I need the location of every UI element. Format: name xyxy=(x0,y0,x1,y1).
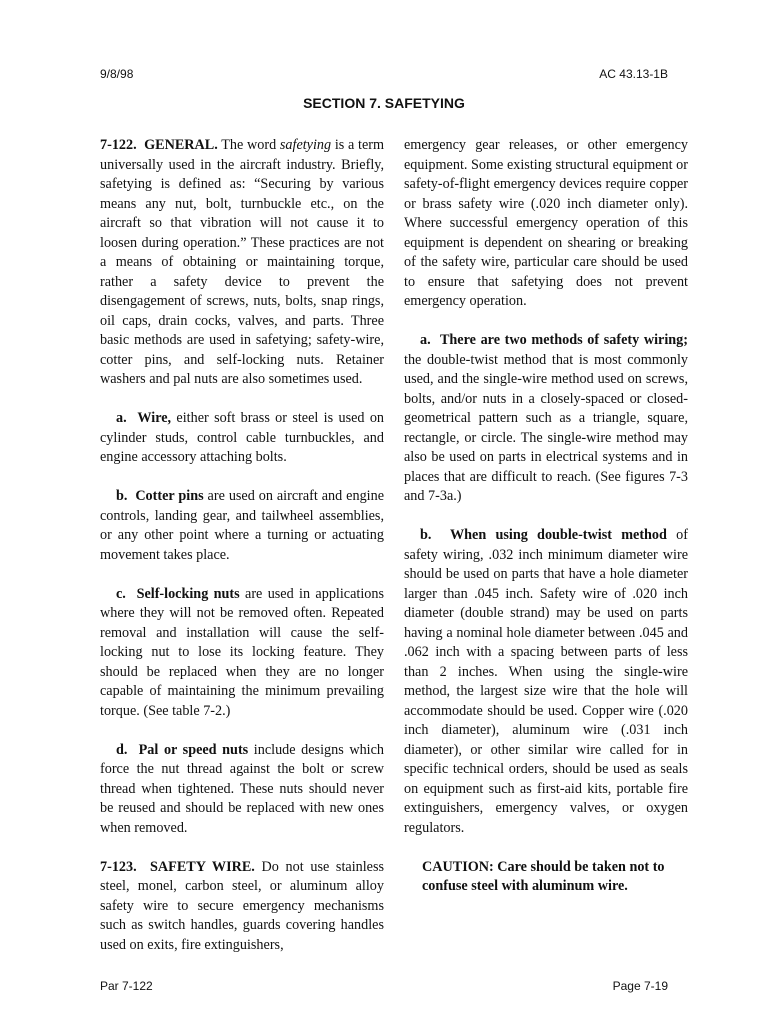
paragraph-7-123b xyxy=(404,526,688,838)
paragraph-7-123a xyxy=(404,331,688,507)
footer-paragraph-ref: Par 7-122 xyxy=(100,979,153,993)
subparagraph-text: of safety wiring, .032 inch minimum diameter wire should be used on parts that have a hole diameter larger than .045 inch. Safety wire of .020 inch diameter (double strand) may be used on parts having a nominal hole diameter between .045 and .062 inch with a spacing between parts of less than 2 inches. When using the single-wire method, the largest size wire that the hole will accommodate should be used. Copper wire (.020 inch diameter), aluminum wire (.031 inch diameter), or other similar wire called for in specific technical orders, should be used as seals on equipment such as first-aid kits, portable fire extinguishers, emergency valves, or oxygen regulators. xyxy=(404,527,688,836)
paragraph-7-122b xyxy=(100,487,384,565)
right-column xyxy=(404,136,688,916)
left-column xyxy=(100,136,384,975)
paragraph-text: The word xyxy=(217,137,280,153)
page-title: SECTION 7. SAFETYING xyxy=(303,95,465,111)
subparagraph-text: are used on aircraft and engine controls, landing gear, and tailwheel assemblies, or any other point where a turning or actuating movement takes place. xyxy=(100,488,385,563)
header-date: 9/8/98 xyxy=(100,67,134,81)
paragraph-7-122a xyxy=(100,409,384,468)
paragraph-7-122c xyxy=(100,585,384,722)
header-doc-id: AC 43.13-1B xyxy=(599,67,668,81)
subparagraph-text: are used in applications where they will not be removed often. Repeated removal and installation will cause the self-locking nut to lose its locking feature. They should be replaced when they are no longer capable of maintaining the minimum prevailing torque. (See table 7-2.) xyxy=(100,585,384,719)
subparagraph-label: b. xyxy=(420,527,432,543)
paragraph-heading: SAFETY WIRE. xyxy=(150,858,255,875)
subparagraph-label: b. xyxy=(116,488,128,504)
paragraph-emphasis: safetying xyxy=(279,137,332,153)
paragraph-number: 7-122. xyxy=(100,137,137,153)
subparagraph-label: a. xyxy=(420,332,431,348)
paragraph-heading: GENERAL. xyxy=(144,137,218,153)
subparagraph-label: a. xyxy=(116,410,127,426)
paragraph-7-123-continued: emergency gear releases, or other emergency equipment. Some existing structural equipment or safety-of-flight emergency devices require copper or brass safety wire (.020 inch diameter only). Where successful emergency operation of this equipment is dependent on shearing or breaking of the safety wire, particular care should be used to ensure that safetying does not prevent emergency operation. xyxy=(404,137,688,309)
subparagraph-heading: There are two methods of safety wiring; xyxy=(439,332,688,348)
subparagraph-label: c. xyxy=(116,585,126,602)
footer-page-number: Page 7-19 xyxy=(612,979,668,993)
subparagraph-text: include designs which force the nut thread against the bolt or screw thread when tightened. These nuts should never be reused and should be replaced with new ones when removed. xyxy=(100,741,384,836)
paragraph-7-123 xyxy=(100,858,384,956)
paragraph-number: 7-123. xyxy=(100,858,137,875)
caution-note: CAUTION: Care should be taken not to confuse steel with aluminum wire. xyxy=(422,858,665,894)
subparagraph-text: the double-twist method that is most commonly used, and the single-wire method used on screws, bolts, and/or nuts in a closely-spaced or closed-geometrical pattern such as a triangle, square, rectangle, or circle. The single-wire method may also be used on parts in electrical systems and in places that are difficult to reach. (See figures 7-3 and 7-3a.) xyxy=(404,351,688,504)
paragraph-text: is a term universally used in the aircraft industry. Briefly, safetying is defined as: “Securing by various means any nut, bolt, turnbuckle etc., on the aircraft so that vibration will not cause it to loosen during operation.” These practices are not a means of obtaining or maintaining torque, rather a safety device to prevent the disengagement of screws, nuts, bolts, snap rings, oil caps, drain cocks, valves, and parts. Three basic methods are used in safetying; safety-wire, cotter pins, and self-locking nuts. Retainer washers and pal nuts are also sometimes used. xyxy=(100,137,385,387)
subparagraph-text: either soft brass or steel is used on cylinder studs, control cable turnbuckles, and engine accessory attaching bolts. xyxy=(100,410,385,465)
subparagraph-heading: Self-locking nuts xyxy=(136,585,240,602)
subparagraph-heading: Cotter pins xyxy=(135,488,204,504)
paragraph-7-122 xyxy=(100,136,384,390)
subparagraph-heading: Pal or speed nuts xyxy=(138,741,249,758)
subparagraph-label: d. xyxy=(116,741,128,758)
paragraph-text: Do not use stainless steel, monel, carbon steel, or aluminum alloy safety wire to secure emergency mechanisms such as switch handles, guards covering handles used on exits, fire extinguishers, xyxy=(100,858,385,953)
subparagraph-heading: Wire, xyxy=(137,410,172,426)
subparagraph-heading: When using double-twist method xyxy=(449,527,667,543)
paragraph-7-122d xyxy=(100,741,384,839)
